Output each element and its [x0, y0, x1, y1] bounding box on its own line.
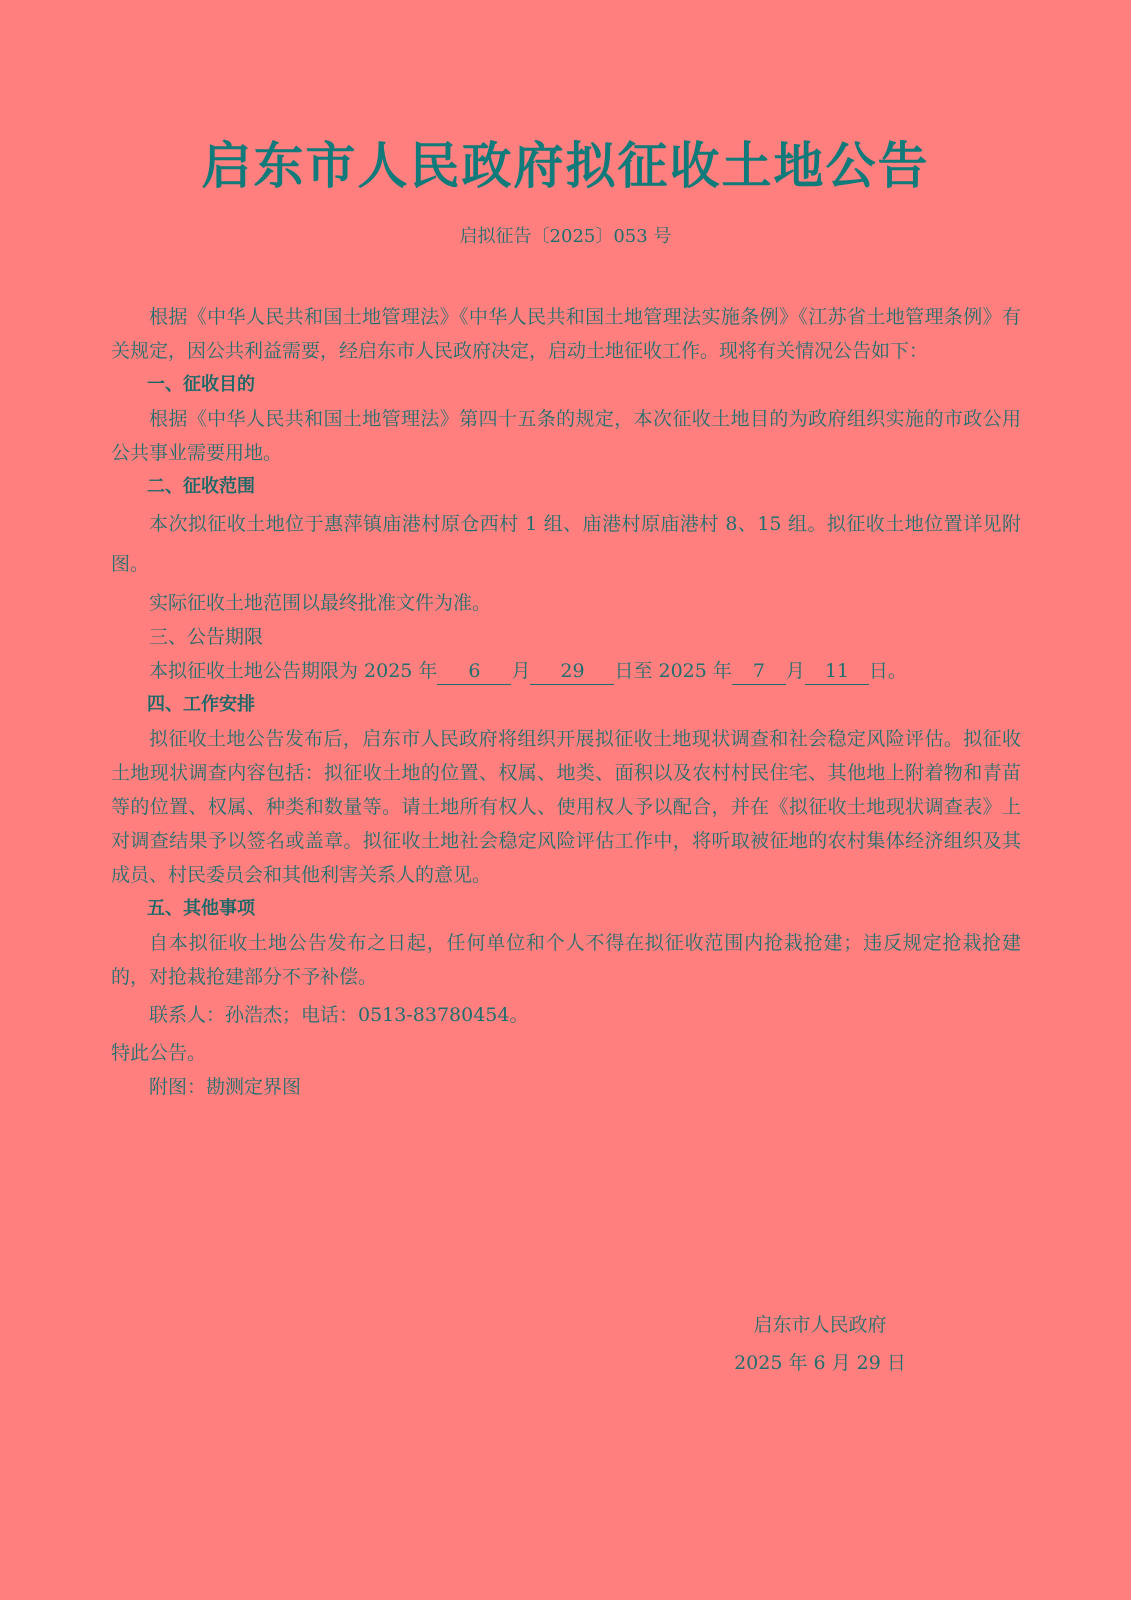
signature-block — [690, 1306, 950, 1382]
start-day: 29 — [530, 658, 614, 685]
section-text-period — [111, 654, 1021, 688]
month-label-2: 月 — [785, 660, 805, 682]
period-suffix: 日。 — [868, 660, 907, 682]
month-label: 月 — [511, 660, 531, 682]
section-text-other: 自本拟征收土地公告发布之日起，任何单位和个人不得在拟征收范围内抢栽抢建；违反规定抢栽抢建的，对抢栽抢建部分不予补偿。 — [111, 932, 1021, 988]
document-number: 启拟征告〔2025〕053 号 — [459, 226, 672, 247]
section-text-scope: 本次拟征收土地位于惠萍镇庙港村原仓西村 1 组、庙港村原庙港村 8、15 组。拟征收土地位置详见附图。 — [111, 513, 1021, 575]
signature-org: 启东市人民政府 — [753, 1314, 887, 1336]
end-day: 11 — [805, 658, 869, 685]
section-text-scope-note: 实际征收土地范围以最终批准文件为准。 — [149, 592, 492, 614]
section-heading-scope: 二、征收范围 — [147, 476, 255, 497]
closing-line: 特此公告。 — [111, 1042, 207, 1064]
section-text-purpose: 根据《中华人民共和国土地管理法》第四十五条的规定，本次征收土地目的为政府组织实施的市政公用公共事业需要用地。 — [111, 408, 1021, 464]
section-heading-purpose: 一、征收目的 — [147, 374, 255, 395]
section-heading-period: 三、公告期限 — [149, 626, 264, 648]
start-month: 6 — [437, 658, 511, 685]
period-mid: 日至 2025 年 — [614, 660, 732, 682]
attachment-line: 附图：勘测定界图 — [149, 1076, 302, 1098]
period-prefix: 本拟征收土地公告期限为 2025 年 — [149, 660, 438, 682]
page-title: 启东市人民政府拟征收土地公告 — [201, 137, 930, 195]
section-heading-arrangement: 四、工作安排 — [147, 694, 255, 715]
signature-date: 2025 年 6 月 29 日 — [734, 1352, 906, 1374]
notice-body — [111, 300, 1021, 1104]
contact-line: 联系人：孙浩杰；电话：0513-83780454。 — [149, 1004, 529, 1026]
section-text-arrangement: 拟征收土地公告发布后，启东市人民政府将组织开展拟征收土地现状调查和社会稳定风险评估。拟征收土地现状调查内容包括：拟征收土地的位置、权属、地类、面积以及农村村民住宅、其他地上附着物和青苗等的位置、权属、种类和数量等。请土地所有权人、使用权人予以配合，并在《拟征收土地现状调查表》上对调查结果予以签名或盖章。拟征收土地社会稳定风险评估工作中，将听取被征地的农村集体经济组织及其成员、村民委员会和其他利害关系人的意见。 — [111, 728, 1021, 886]
section-heading-other: 五、其他事项 — [147, 898, 255, 919]
end-month: 7 — [732, 658, 786, 685]
intro-paragraph: 根据《中华人民共和国土地管理法》《中华人民共和国土地管理法实施条例》《江苏省土地管理条例》有关规定，因公共利益需要，经启东市人民政府决定，启动土地征收工作。现将有关情况公告如下： — [111, 306, 1021, 362]
